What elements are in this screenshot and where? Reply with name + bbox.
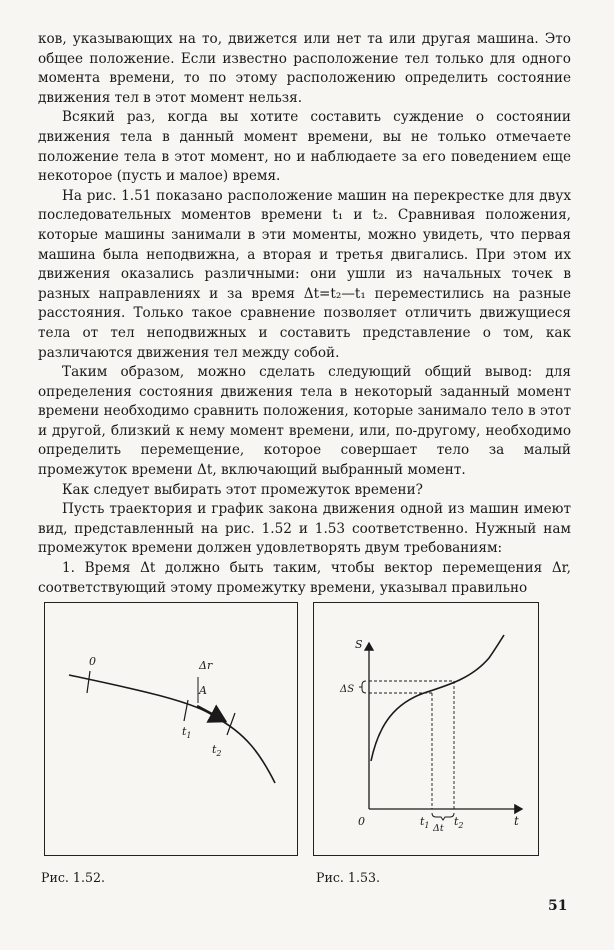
point-a-label: A — [199, 684, 207, 697]
paragraph: Пусть траектория и график закона движения одной из машин имеют вид, представленный на рис. 1.52 и 1.53 соответственно. Нужный нам промежуток времени должен удовлетворять двум требованиям: — [38, 501, 571, 557]
t1-label: $t_1$ — [182, 725, 192, 740]
origin-label: 0 — [358, 815, 365, 828]
t2-label: $t_2$ — [212, 743, 222, 758]
paragraph: Всякий раз, когда вы хотите составить суждение о состоянии движения тела в данный момент времени, вы не только отмечаете положение тела в этот момент, но и наблюдаете за его поведением еще некоторое (пусть и малое) время. — [38, 109, 571, 185]
s-t-curve — [371, 635, 504, 761]
delta-s-brace — [359, 681, 366, 693]
motion-law-graph — [314, 603, 538, 855]
origin-label: 0 — [89, 655, 96, 668]
figure-caption: Рис. 1.53. — [316, 870, 380, 885]
trajectory-diagram — [45, 603, 297, 855]
paragraph: ков, указывающих на то, движется или нет та или другая машина. Это общее положение. Если известно расположение тел только для одного момента времени, то по этому расположению определить состояние движения тел в этот момент нельзя. — [38, 31, 571, 106]
delta-r-label: Δr — [199, 659, 213, 672]
delta-s-label: ΔS — [340, 684, 355, 695]
delta-r-vector — [197, 706, 225, 721]
paragraph: Таким образом, можно сделать следующий общий вывод: для определения состояния движения тела в некоторый заданный момент времени необходимо сравнить положения, которые занимало тело в этот и другой, близкий к нему момент времени, или, по-другому, необходимо определить перемещение, которое совершает тело за малый промежуток времени Δt, включающий выбранный момент. — [38, 364, 571, 479]
body-text — [38, 30, 571, 598]
delta-t-label: Δt — [433, 823, 444, 834]
y-axis-label: S — [355, 638, 363, 651]
figure-trajectory — [44, 602, 298, 856]
origin-tick — [87, 671, 90, 693]
trajectory-curve — [69, 675, 275, 783]
paragraph: 1. Время Δt должно быть таким, чтобы вектор перемещения Δr, соответствующий этому промежутку времени, указывал правильно — [38, 560, 571, 596]
t2-label: $t_2$ — [454, 815, 464, 830]
x-axis-label: t — [514, 814, 519, 828]
figure-motion-graph — [313, 602, 539, 856]
t1-label: $t_1$ — [420, 815, 430, 830]
page-number: 51 — [548, 898, 568, 914]
paragraph: На рис. 1.51 показано расположение машин на перекрестке для двух последовательных моментов времени t₁ и t₂. Сравнивая положения, которые машины занимали в эти моменты, можно увидеть, что первая машина была неподвижна, а вторая и третья двигались. При этом их движения оказались различными: они ушли из начальных точек в разных направлениях и за время Δt=t₂—t₁ переместились на разные расстояния. Только такое сравнение позволяет отличить движущиеся тела от тел неподвижных и составить представление о том, как различаются движения тел между собой. — [38, 187, 571, 361]
delta-t-brace — [432, 813, 454, 820]
figure-caption: Рис. 1.52. — [41, 870, 105, 885]
t2-tick — [227, 713, 235, 735]
paragraph: Как следует выбирать этот промежуток времени? — [62, 481, 423, 498]
